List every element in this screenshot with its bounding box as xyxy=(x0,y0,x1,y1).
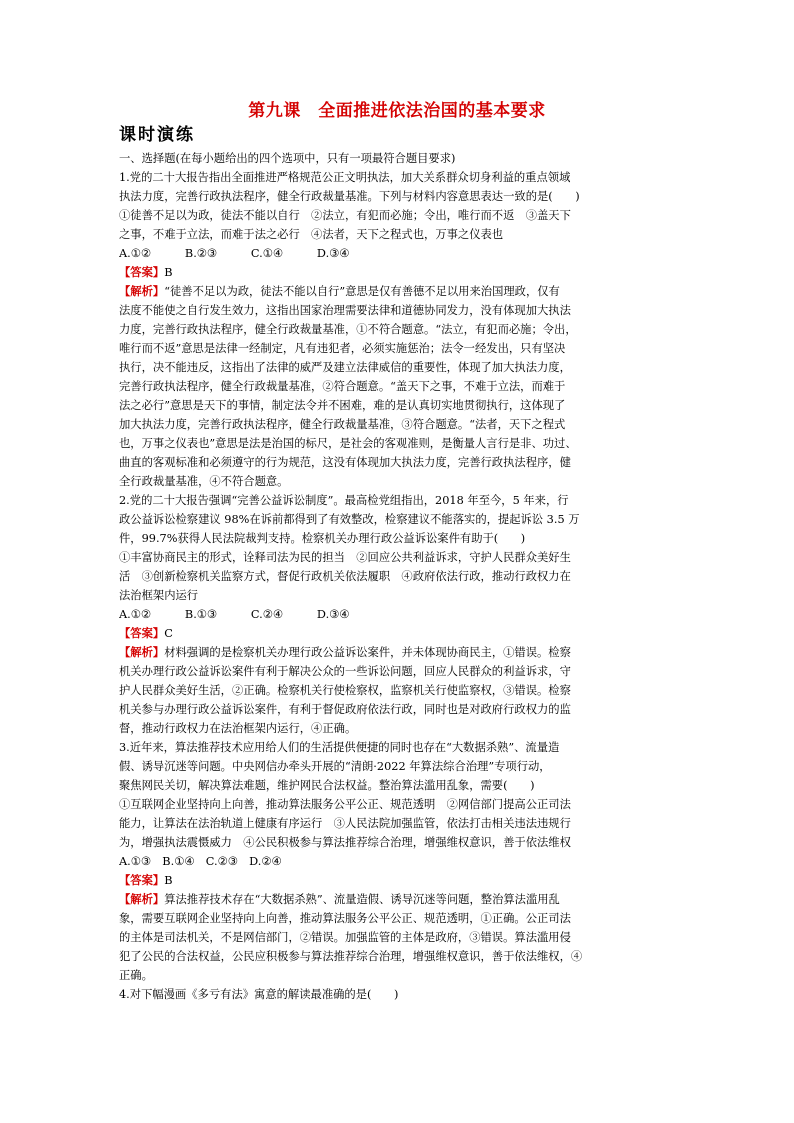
text-line xyxy=(119,966,679,985)
line-text: 机关办理行政公益诉讼案件有利于解决公众的一些诉讼问题，回应人民群众的利益诉求，守 xyxy=(119,665,571,678)
line-text: 执法力度，完善行政执法程序，健全行政裁量基准。下列与材料内容意思表达一致的是( ) xyxy=(119,190,580,203)
text-line xyxy=(119,624,679,643)
text-line xyxy=(119,491,679,510)
analysis-tag: 【解析】 xyxy=(119,285,165,298)
line-text: 唯行而不返”意思是法律一经制定，凡有违犯者，必须实施惩治；法令一经发出，只有坚决 xyxy=(119,342,566,355)
text-line xyxy=(119,510,679,529)
text-line xyxy=(119,472,679,491)
line-text: 4.对下幅漫画《多亏有法》寓意的解读最准确的是( ) xyxy=(119,988,399,1001)
text-line xyxy=(119,738,679,757)
text-line xyxy=(119,643,679,662)
line-text: 的主体是司法机关，不是网信部门，②错误。加强监管的主体是政府，③错误。算法滥用侵 xyxy=(119,931,571,944)
line-text: 政公益诉讼检察建议 98%在诉前都得到了有效整改，检察建议不能落实的，提起诉讼 3.5 万 xyxy=(119,513,580,526)
answer-tag: 【答案】 xyxy=(119,266,165,279)
text-line xyxy=(119,757,679,776)
line-text: “徒善不足以为政，徒法不能以自行”意思是仅有善德不足以用来治国理政，仅有 xyxy=(164,285,560,298)
line-text: 全行政裁量基准，④不符合题意。 xyxy=(119,475,289,488)
line-text: 法度不能使之自行发生效力，这指出国家治理需要法律和道德协同发力，没有体现加大执法 xyxy=(119,304,571,317)
text-line xyxy=(119,852,679,871)
text-line xyxy=(119,814,679,833)
line-text: 假、诱导沉迷等问题。中央网信办牵头开展的“清朗·2022 年算法综合治理”专项行动， xyxy=(119,760,551,773)
text-line xyxy=(119,168,679,187)
text-line xyxy=(119,225,679,244)
text-line xyxy=(119,700,679,719)
line-text: 聚焦网民关切，解决算法难题，维护网民合法权益。整治算法滥用乱象，需要( ) xyxy=(119,779,535,792)
text-line xyxy=(119,890,679,909)
line-text: 件，99.7%获得人民法院裁判支持。检察机关办理行政公益诉讼案件有助于( ) xyxy=(119,532,526,545)
line-text: 为，增强执法震慑威力 ④公民积极参与算法推荐综合治理，增强维权意识，善于依法维权 xyxy=(119,836,571,849)
line-text: 正确。 xyxy=(119,969,153,982)
line-text: 3.近年来，算法推荐技术应用给人们的生活提供便捷的同时也存在“大数据杀熟”、流量造 xyxy=(119,741,560,754)
line-text: C xyxy=(164,627,173,640)
text-line xyxy=(119,301,679,320)
text-line xyxy=(119,871,679,890)
line-text: 力度，完善行政执法程序，健全行政裁量基准，①不符合题意。“法立，有犯而必施；令出， xyxy=(119,323,577,336)
line-text: ①徒善不足以为政，徒法不能以自行 ②法立，有犯而必施；令出，唯行而不返 ③盖天下 xyxy=(119,209,571,222)
text-line xyxy=(119,377,679,396)
text-line xyxy=(119,282,679,301)
line-text: 加大执法力度，完善行政执法程序，健全行政裁量基准，③符合题意。“法者，天下之程式 xyxy=(119,418,566,431)
line-text: 法治框架内运行 xyxy=(119,589,199,602)
answer-tag: 【答案】 xyxy=(119,627,165,640)
text-line xyxy=(119,529,679,548)
text-line xyxy=(119,833,679,852)
line-text: 1.党的二十大报告指出全面推进严格规范公正文明执法，加大关系群众切身利益的重点领域 xyxy=(119,171,571,184)
text-line xyxy=(119,358,679,377)
line-text: 一、选择题(在每小题给出的四个选项中，只有一项最符合题目要求) xyxy=(119,152,456,165)
text-line xyxy=(119,586,679,605)
line-text: B xyxy=(164,266,173,279)
line-text: 曲直的客观标准和必须遵守的行为规范，这没有体现加大执法力度，完善行政执法程序，健 xyxy=(119,456,571,469)
text-line xyxy=(119,548,679,567)
section-heading: 课时演练 xyxy=(119,125,195,145)
text-line xyxy=(119,149,679,168)
line-text: 督，推动行政权力在法治框架内运行，④正确。 xyxy=(119,722,357,735)
line-text: 能力，让算法在法治轨道上健康有序运行 ③人民法院加强监管，依法打击相关违法违规行 xyxy=(119,817,571,830)
text-line xyxy=(119,795,679,814)
line-text: 2.党的二十大报告强调“完善公益诉讼制度”。最高检党组指出，2018 年至今，5 年来，行 xyxy=(119,494,569,507)
line-text: B xyxy=(164,874,173,887)
text-line xyxy=(119,396,679,415)
text-line xyxy=(119,339,679,358)
text-line xyxy=(119,434,679,453)
text-line xyxy=(119,206,679,225)
line-text: ①丰富协商民主的形式，诠释司法为民的担当 ②回应公共利益诉求，守护人民群众美好生 xyxy=(119,551,571,564)
text-line xyxy=(119,947,679,966)
text-line xyxy=(119,605,679,624)
text-line xyxy=(119,567,679,586)
text-line xyxy=(119,187,679,206)
lesson-title: 第九课 全面推进依法治国的基本要求 xyxy=(248,101,546,121)
line-text: 之事，不难于立法，而难于法之必行 ④法者，天下之程式也，万事之仪表也 xyxy=(119,228,504,241)
line-text: 犯了公民的合法权益，公民应积极参与算法推荐综合治理，增强维权意识，善于依法维权，④ xyxy=(119,950,583,963)
text-line xyxy=(119,415,679,434)
line-text: A.①② B.②③ C.①④ D.③④ xyxy=(119,247,350,260)
line-text: 材料强调的是检察机关办理行政公益诉讼案件，并未体现协商民主，①错误。检察 xyxy=(164,646,571,659)
text-line xyxy=(119,662,679,681)
line-text: 执行，决不能违反，这指出了法律的威严及建立法律威信的重要性，体现了加大执法力度， xyxy=(119,361,571,374)
line-text: A.①③ B.①④ C.②③ D.②④ xyxy=(119,855,282,868)
analysis-tag: 【解析】 xyxy=(119,893,165,906)
line-text: 算法推荐技术存在“大数据杀熟”、流量造假、诱导沉迷等问题，整治算法滥用乱 xyxy=(164,893,560,906)
text-line xyxy=(119,320,679,339)
analysis-tag: 【解析】 xyxy=(119,646,165,659)
line-text: 也，万事之仪表也”意思是法是治国的标尺，是社会的客观准则，是衡量人言行是非、功过、 xyxy=(119,437,577,450)
line-text: ①互联网企业坚持向上向善，推动算法服务公平公正、规范透明 ②网信部门提高公正司法 xyxy=(119,798,571,811)
question-body xyxy=(119,149,679,1004)
line-text: 护人民群众美好生活，②正确。检察机关行使检察权，监察机关行使监察权，③错误。检察 xyxy=(119,684,571,697)
line-text: 完善行政执法程序，健全行政裁量基准，②符合题意。“盖天下之事，不难于立法，而难于 xyxy=(119,380,566,393)
text-line xyxy=(119,909,679,928)
line-text: 象，需要互联网企业坚持向上向善，推动算法服务公平公正、规范透明，①正确。公正司法 xyxy=(119,912,571,925)
text-line xyxy=(119,244,679,263)
answer-tag: 【答案】 xyxy=(119,874,165,887)
line-text: 活 ③创新检察机关监察方式，督促行政机关依法履职 ④政府依法行政，推动行政权力在 xyxy=(119,570,571,583)
text-line xyxy=(119,985,679,1004)
text-line xyxy=(119,928,679,947)
text-line xyxy=(119,453,679,472)
text-line xyxy=(119,719,679,738)
text-line xyxy=(119,776,679,795)
line-text: A.①② B.①③ C.②④ D.③④ xyxy=(119,608,350,621)
text-line xyxy=(119,263,679,282)
line-text: 机关参与办理行政公益诉讼案件，有利于督促政府依法行政，同时也是对政府行政权力的监 xyxy=(119,703,571,716)
text-line xyxy=(119,681,679,700)
line-text: 法之必行”意思是天下的事情，制定法令并不困难，难的是认真切实地贯彻执行，这体现了 xyxy=(119,399,566,412)
